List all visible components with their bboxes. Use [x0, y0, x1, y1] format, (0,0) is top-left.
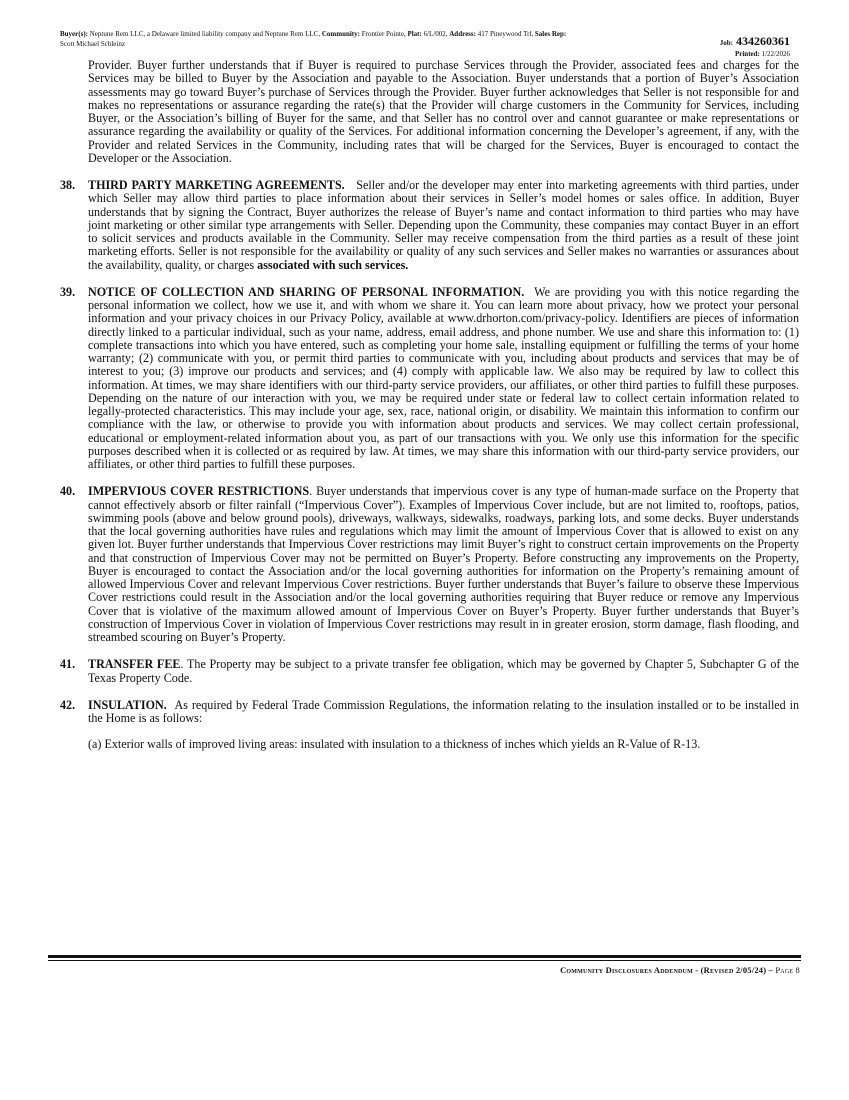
- section-text: . The Property may be subject to a private transfer fee obligation, which may be governed by Chapter 5, Subchapter G of the Texas Property Code.: [88, 657, 799, 685]
- section-title: IMPERVIOUS COVER RESTRICTIONS: [88, 484, 310, 499]
- section-number: 39.: [60, 284, 76, 299]
- community-value: Frontier Pointe,: [361, 30, 406, 38]
- buyer-label: Buyer(s):: [60, 30, 88, 38]
- insulation-item-a: (a) Exterior walls of improved living areas: insulated with insulation to a thickness of inches which yields an R-Value of R-13.: [88, 737, 701, 752]
- section-42: [60, 699, 799, 726]
- page-header: [60, 30, 790, 60]
- footer-rule-thick: [48, 955, 801, 958]
- printed-label: Printed:: [734, 50, 760, 58]
- header-info: [60, 30, 700, 49]
- section-title: INSULATION.: [88, 697, 167, 712]
- footer-rule-thin: [48, 960, 801, 961]
- section-number: 40.: [60, 484, 76, 499]
- section-title: NOTICE OF COLLECTION AND SHARING OF PERSONAL INFORMATION.: [88, 284, 525, 299]
- section-title: TRANSFER FEE: [88, 657, 181, 672]
- section-41: [60, 658, 799, 685]
- continued-paragraph: Provider. Buyer further understands that if Buyer is required to purchase Services through the Provider, associated fees and charges for the Services may be billed to Buyer by the Association and payable to the Association. Buyer understands that a portion of Buyer’s Association assessments may go toward Buyer’s purchase of Services through the Provider. Buyer further acknowledges that Seller is not responsible for and makes no representations or assurance regarding the rate(s) that the Provider will charge customers in the Community for Services, including Buyer, or the Association’s billing of Buyer for the same, and that Seller has no control over and cannot guarantee or make representations or assurance regarding the availability or quality of the Services. For additional information concerning the Developer’s agreement, if any, with the Provider and related Services in the Community, including rates that will be charged for the Services, Buyer is encouraged to contact the Developer or the Association.: [88, 58, 799, 165]
- section-39: [60, 286, 799, 472]
- plat-value: 6/L/002,: [423, 30, 448, 38]
- section-title: THIRD PARTY MARKETING AGREEMENTS.: [88, 178, 345, 192]
- buyer-value: Neptune Rem LLC, a Delaware limited liability company and Neptune Rem LLC,: [89, 30, 321, 38]
- page-number: Page 8: [775, 965, 800, 975]
- section-number: 42.: [60, 697, 76, 712]
- sales-rep-value: Scott Michael Schleinz: [60, 39, 125, 48]
- section-number: 41.: [60, 657, 76, 672]
- section-bold-tail: associated with such services.: [257, 257, 409, 272]
- section-40: [60, 485, 799, 644]
- address-value: 417 Pineywood Trl,: [477, 30, 534, 38]
- footer-title: Community Disclosures Addendum - (Revised 2/05/24) –: [560, 965, 776, 975]
- section-text: We are providing you with this notice regarding the personal information we collect, how we use it, and with whom we share it. You can learn more about privacy, how we protect your personal information and your privacy choices in our Privacy Policy, available at www.drhorton.com/privacy-policy. Identifiers are pieces of information directly linked to a particular individual, such as your name, address, email address, and phone number. We use and share this information to: (1) complete transactions into which you have entered, such as completing your home sale, installing equipment or fulfilling the terms of your home warranty; (2) communicate with you, or permit third parties to communicate with you, including about products and services that may be of interest to you; (3) improve our products and services; and (4) comply with applicable law. We also may be required by law to collect this information. At times, we may share identifiers with our third-party service providers, our affiliates, or other third parties to fulfill these purposes. Depending on the nature of our interaction with you, we may be required under state or federal law to collect certain information related to legally-protected characteristics. This may include your age, sex, race, national origin, or disability. We maintain this information to confirm our compliance with the law, or otherwise to provide you with information about products and services. We may collect certain professional, educational or employment-related information about you, as part of our transactions with you. We only use this information for the specific purposes described when it is collected or as required by law. At times, we may share this information with our third-party service providers, our affiliates, or other third parties to fulfill these purposes.: [88, 284, 799, 471]
- job-label: Job:: [719, 39, 733, 47]
- page-footer: [560, 965, 800, 975]
- section-text: . Buyer understands that impervious cover is any type of human-made surface on the Property that cannot effectively absorb or filter rainfall (“Impervious Cover”). Examples of Impervious Cover include, but are not limited to, rooftops, patios, swimming pools (above and below ground pools), driveways, walkways, sidewalks, roadways, parking lots, and some decks. Buyer understands that the local governing authorities have rules and regulations which may limit the amount of Impervious Cover that is allowed to exist on any given lot. Buyer further understands that Impervious Cover restrictions may limit Buyer’s right to construct certain improvements on the Property and that construction of Impervious Cover may not be permitted on Buyer’s Property. Before constructing any improvements on the Property, Buyer is encouraged to contact the Association and/or the local governing authorities for information on the Property’s remaining amount of allowed Impervious Cover and relevant Impervious Cover restrictions. Buyer further understands that Buyer’s failure to observe these Impervious Cover restrictions could result in the Association and/or the local governing authorities requiring that Buyer reduce or remove any Impervious Cover that is violative of the maximum allowed amount of Impervious Cover on Buyer’s Property. Buyer further understands that Buyer’s construction of Impervious Cover in violation of Impervious Cover restrictions may result in in greater erosion, storm damage, flash flooding, and streambed scouring on Buyer’s Property.: [88, 484, 799, 644]
- section-number: 38.: [60, 178, 76, 192]
- community-label: Community:: [321, 30, 360, 38]
- document-body: [60, 59, 799, 752]
- job-number: 434260361: [736, 34, 790, 48]
- plat-label: Plat:: [407, 30, 422, 38]
- job-block: [720, 35, 790, 58]
- section-text: As required by Federal Trade Commission Regulations, the information relating to the insulation installed or to be installed in the Home is as follows:: [88, 697, 800, 725]
- section-38: [60, 179, 799, 272]
- sales-rep-label: Sales Rep:: [534, 30, 567, 38]
- address-label: Address:: [449, 30, 476, 38]
- printed-date: 1/22/2026: [761, 50, 790, 58]
- section-text: Seller and/or the developer may enter into marketing agreements with third parties, under which Seller may allow third parties to place information about their services in Seller’s model homes or sales office. In addition, Buyer understands that by signing the Contract, Buyer authorizes the release of Buyer’s name and contact information to third parties who may have joint marketing or other similar type arrangements with Seller. Depending upon the Community, these companies may contact Buyer in an effort to solicit services and products available in the Community. Seller may receive compensation from the third parties as a result of these joint marketing efforts. Seller is not responsible for the availability or quality of any such services and Seller makes no warranties or assurances about the availability, quality, or charges: [88, 178, 799, 272]
